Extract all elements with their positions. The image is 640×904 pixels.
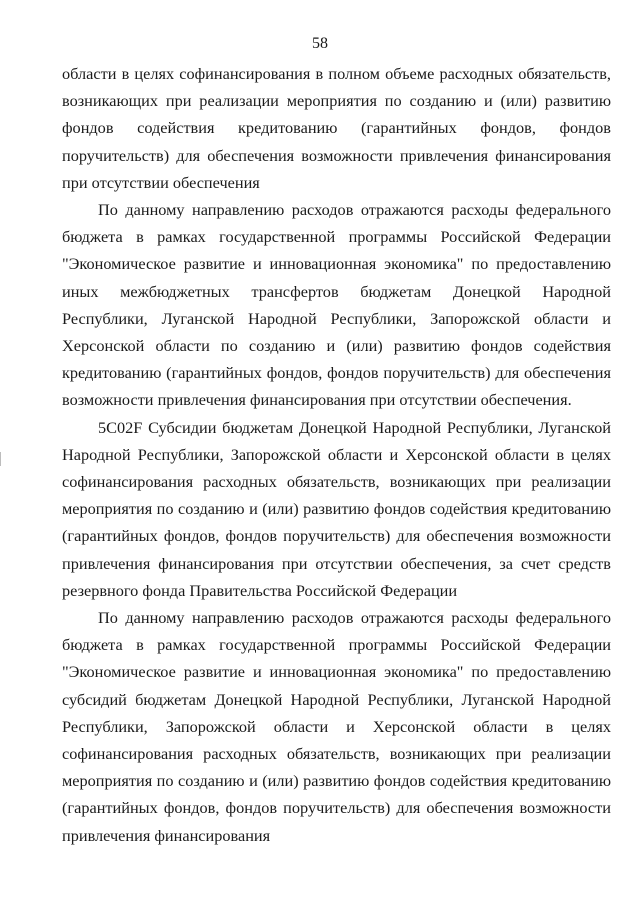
scan-artifact-mark xyxy=(0,452,1,466)
paragraph-expense-description: По данному направлению расходов отражаются расходы федерального бюджета в рамках государственной программы Российской Федерации "Экономическое развитие и инновационная экономика" по предоставлению иных межбюджетных трансфертов бюджетам Донецкой Народной Республики, Луганской Народной Республики, Запорожской области и Херсонской области по созданию и (или) развитию фондов содействия кредитованию (гарантийных фондов, фондов поручительств) для обеспечения возможности привлечения финансирования при отсутствии обеспечения. xyxy=(62,200,611,410)
body-text xyxy=(62,60,611,849)
page-number: 58 xyxy=(312,35,328,52)
paragraph-code-5c02f-heading: 5С02F Субсидии бюджетам Донецкой Народной Республики, Луганской Народной Республики, Запорожской области и Херсонской области в целях софинансирования расходных обязательств, возникающих при реализации мероприятия по созданию и (или) развитию фондов содействия кредитованию (гарантийных фондов, фондов поручительств) для обеспечения возможности привлечения финансирования при отсутствии обеспечения, за счет средств резервного фонда Правительства Российской Федерации xyxy=(62,417,611,600)
paragraph-continuation: области в целях софинансирования в полном объеме расходных обязательств, возникающих при реализации мероприятия по созданию и (или) развитию фондов содействия кредитованию (гарантийных фондов, фондов поручительств) для обеспечения возможности привлечения финансирования при отсутствии обеспечения xyxy=(62,64,611,192)
paragraph-subsidy-description: По данному направлению расходов отражаются расходы федерального бюджета в рамках государственной программы Российской Федерации "Экономическое развитие и инновационная экономика" по предоставлению субсидий бюджетам Донецкой Народной Республики, Луганской Народной Республики, Запорожской области и Херсонской области в целях софинансирования расходных обязательств, возникающих при реализации мероприятия по созданию и (или) развитию фондов содействия кредитованию (гарантийных фондов, фондов поручительств) для обеспечения возможности привлечения финансирования xyxy=(62,608,611,845)
